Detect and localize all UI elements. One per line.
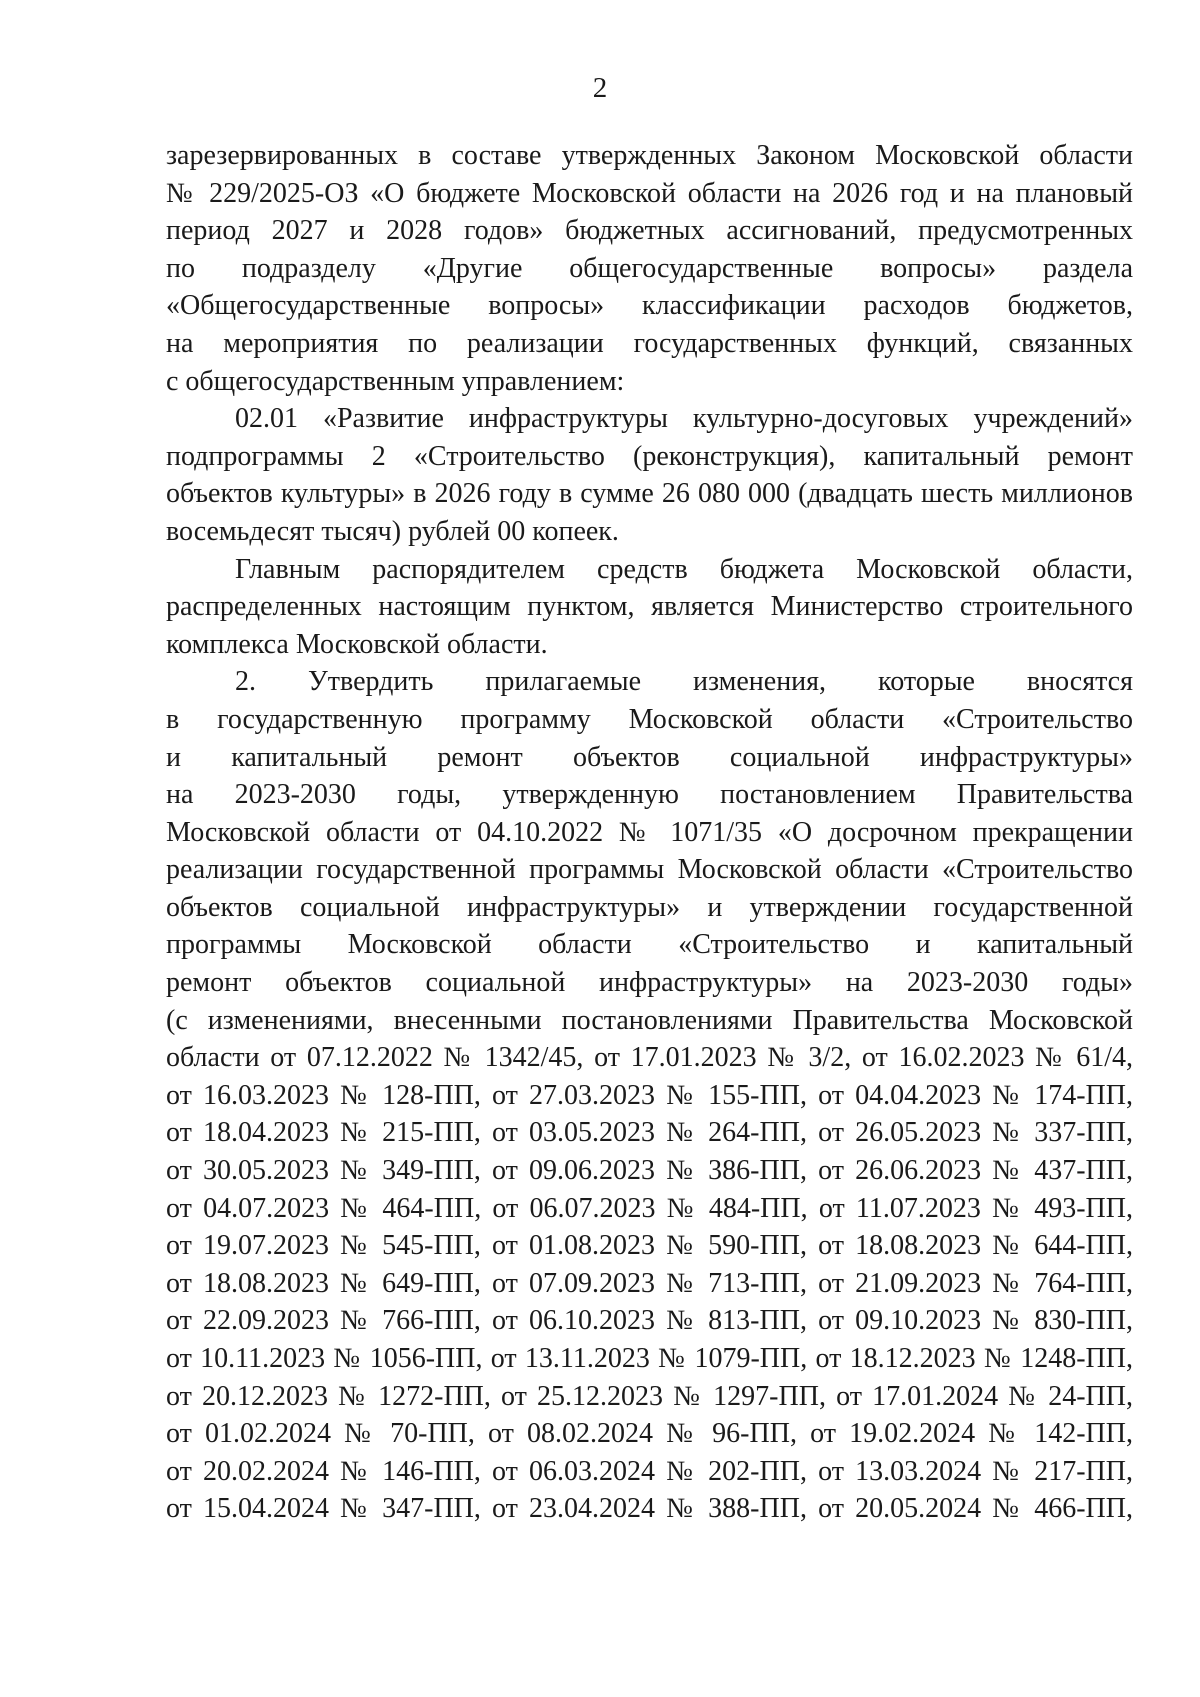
text-line: от 18.04.2023 № 215-ПП, от 03.05.2023 № 264-ПП, от 26.05.2023 № 337-ПП, [166, 1117, 1133, 1149]
text-line: на мероприятия по реализации государственных функций, связанных [166, 327, 1133, 359]
text-line: от 10.11.2023 № 1056-ПП, от 13.11.2023 № 1079-ПП, от 18.12.2023 № 1248-ПП, [166, 1343, 1133, 1374]
text-line: Главным распорядителем средств бюджета Московской области, [235, 553, 1133, 585]
text-line: объектов социальной инфраструктуры» и утверждении государственной [166, 891, 1133, 923]
text-line: подпрограммы 2 «Строительство (реконструкция), капитальный ремонт [166, 440, 1133, 472]
text-line: (с изменениями, внесенными постановлениями Правительства Московской [166, 1004, 1133, 1036]
text-line: и капитальный ремонт объектов социальной инфраструктуры» [166, 741, 1133, 773]
text-line: по подразделу «Другие общегосударственные вопросы» раздела [166, 252, 1133, 284]
text-line: от 20.12.2023 № 1272-ПП, от 25.12.2023 № 1297-ПП, от 17.01.2024 № 24-ПП, [166, 1380, 1133, 1412]
text-line: от 30.05.2023 № 349-ПП, от 09.06.2023 № 386-ПП, от 26.06.2023 № 437-ПП, [166, 1155, 1133, 1187]
text-line: от 04.07.2023 № 464-ПП, от 06.07.2023 № 484-ПП, от 11.07.2023 № 493-ПП, [166, 1192, 1133, 1224]
text-line: от 22.09.2023 № 766-ПП, от 06.10.2023 № 813-ПП, от 09.10.2023 № 830-ПП, [166, 1305, 1133, 1337]
text-line: № 229/2025-ОЗ «О бюджете Московской области на 2026 год и на плановый [166, 177, 1133, 209]
document-body [166, 137, 1133, 1528]
text-line: от 19.07.2023 № 545-ПП, от 01.08.2023 № 590-ПП, от 18.08.2023 № 644-ПП, [166, 1230, 1133, 1262]
text-line: зарезервированных в составе утвержденных Законом Московской области [166, 140, 1133, 171]
text-line: реализации государственной программы Московской области «Строительство [166, 854, 1133, 886]
text-line: с общегосударственным управлением: [166, 365, 625, 397]
text-line: на 2023-2030 годы, утвержденную постановлением Правительства [166, 779, 1133, 811]
text-line: объектов культуры» в 2026 году в сумме 26 080 000 (двадцать шесть миллионов [166, 478, 1133, 510]
text-line: распределенных настоящим пунктом, является Министерство строительного [166, 591, 1133, 623]
text-line: от 20.02.2024 № 146-ПП, от 06.03.2024 № 202-ПП, от 13.03.2024 № 217-ПП, [166, 1455, 1133, 1487]
text-line: от 15.04.2024 № 347-ПП, от 23.04.2024 № 388-ПП, от 20.05.2024 № 466-ПП, [166, 1493, 1133, 1525]
text-line: в государственную программу Московской области «Строительство [166, 703, 1133, 735]
page-number: 2 [592, 72, 608, 104]
text-line: восемьдесят тысяч) рублей 00 копеек. [166, 515, 619, 547]
text-line: программы Московской области «Строительство и капитальный [166, 929, 1133, 961]
text-line: ремонт объектов социальной инфраструктуры» на 2023-2030 годы» [166, 967, 1133, 999]
text-line: области от 07.12.2022 № 1342/45, от 17.01.2023 № 3/2, от 16.02.2023 № 61/4, [166, 1042, 1133, 1074]
text-line: Московской области от 04.10.2022 № 1071/35 «О досрочном прекращении [166, 816, 1133, 848]
text-line: «Общегосударственные вопросы» классификации расходов бюджетов, [166, 290, 1133, 322]
text-line: от 16.03.2023 № 128-ПП, от 27.03.2023 № 155-ПП, от 04.04.2023 № 174-ПП, [166, 1079, 1133, 1111]
text-line: комплекса Московской области. [166, 628, 548, 660]
text-line: от 01.02.2024 № 70-ПП, от 08.02.2024 № 96-ПП, от 19.02.2024 № 142-ПП, [166, 1418, 1133, 1450]
text-line: от 18.08.2023 № 649-ПП, от 07.09.2023 № 713-ПП, от 21.09.2023 № 764-ПП, [166, 1267, 1133, 1299]
text-line: 02.01 «Развитие инфраструктуры культурно-досуговых учреждений» [235, 403, 1133, 435]
text-line: период 2027 и 2028 годов» бюджетных ассигнований, предусмотренных [166, 215, 1133, 247]
text-line: 2. Утвердить прилагаемые изменения, которые вносятся [235, 666, 1133, 698]
